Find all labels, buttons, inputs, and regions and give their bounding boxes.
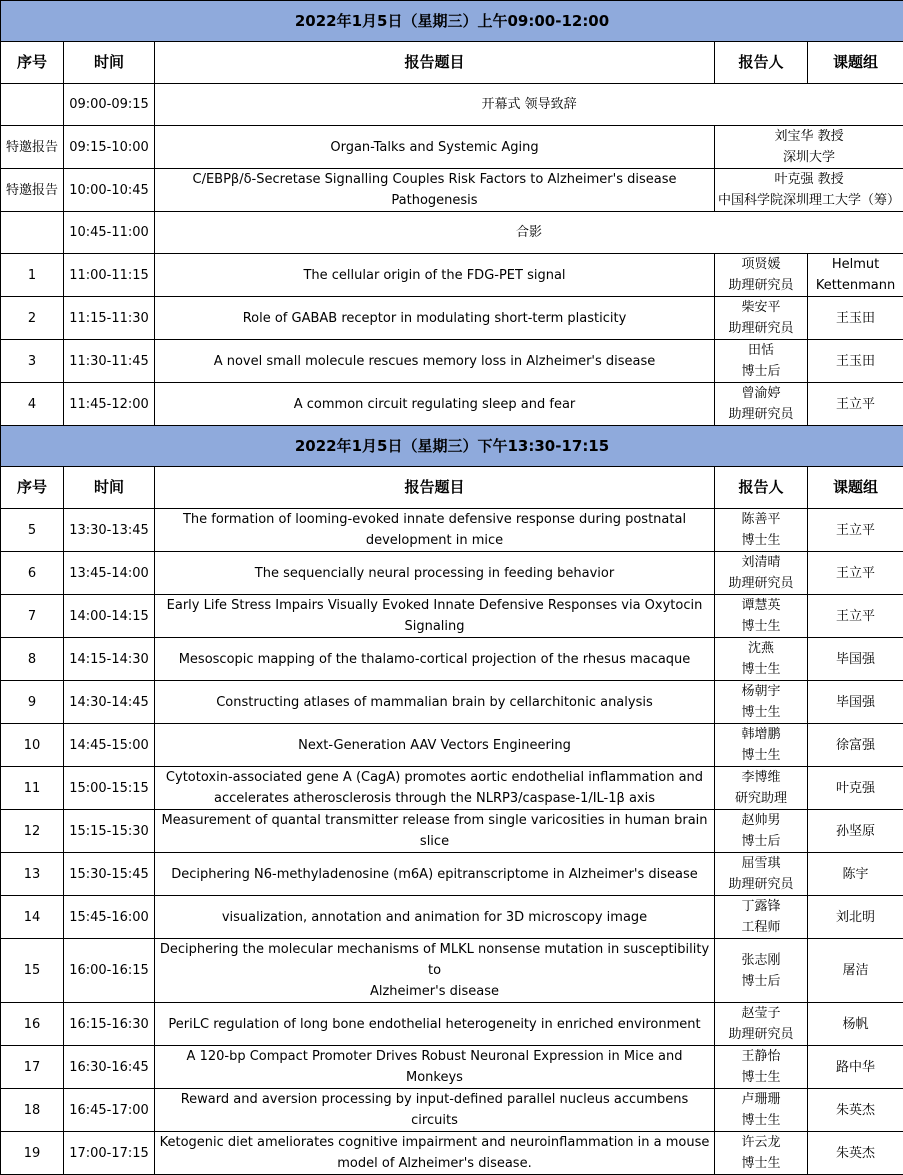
- row-title: [155, 509, 715, 552]
- row-title-line: Measurement of quantal transmitter release from single varicosities in human brain slice: [157, 810, 712, 852]
- row-title: [155, 810, 715, 853]
- row-speaker-line: 谭慧英: [717, 595, 805, 616]
- table-row: [1, 169, 903, 212]
- row-group-line: 王立平: [810, 394, 901, 415]
- row-speaker: [715, 896, 808, 939]
- table-row: [1, 939, 903, 1003]
- row-time: [64, 1132, 155, 1175]
- row-time: [64, 340, 155, 383]
- row-time: [64, 810, 155, 853]
- row-group: [808, 509, 903, 552]
- row-time-line: 15:45-16:00: [66, 907, 152, 928]
- row-title-line: Cytotoxin-associated gene A (CagA) promotes aortic endothelial inflammation and: [157, 767, 712, 788]
- row-no-line: 14: [3, 907, 61, 928]
- row-no-line: 12: [3, 821, 61, 842]
- row-no: [1, 724, 64, 767]
- row-group: [808, 767, 903, 810]
- row-no-line: 15: [3, 960, 61, 981]
- header-no: [1, 42, 64, 84]
- row-speaker-line: 助理研究员: [717, 275, 805, 296]
- row-title: [155, 724, 715, 767]
- row-group-line: Kettenmann: [810, 275, 901, 296]
- row-title-line: A novel small molecule rescues memory loss in Alzheimer's disease: [157, 351, 712, 372]
- row-no-line: 10: [3, 735, 61, 756]
- row-title-line: Reward and aversion processing by input-defined parallel nucleus accumbens circuits: [157, 1089, 712, 1131]
- table-row: [1, 84, 903, 126]
- row-group-line: 刘北明: [810, 907, 901, 928]
- row-title: [155, 340, 715, 383]
- row-group: [808, 595, 903, 638]
- row-time: [64, 681, 155, 724]
- table-row: [1, 810, 903, 853]
- table-row: [1, 853, 903, 896]
- header-title-line: 报告题目: [157, 477, 712, 498]
- row-no: [1, 552, 64, 595]
- row-no-line: 8: [3, 649, 61, 670]
- row-group-line: 朱英杰: [810, 1100, 901, 1121]
- row-no-line: 7: [3, 606, 61, 627]
- row-speaker-line: 叶克强 教授: [717, 169, 901, 190]
- row-speaker-line: 博士生: [717, 1067, 805, 1088]
- row-speaker-line: 赵莹子: [717, 1003, 805, 1024]
- row-speaker: [715, 552, 808, 595]
- row-no: [1, 638, 64, 681]
- row-group-line: 毕国强: [810, 692, 901, 713]
- header-title: [155, 467, 715, 509]
- row-time-line: 09:15-10:00: [66, 137, 152, 158]
- row-speaker: [715, 254, 808, 297]
- row-no: [1, 1003, 64, 1046]
- row-time: [64, 638, 155, 681]
- row-title: [155, 1132, 715, 1175]
- header-speaker: [715, 467, 808, 509]
- header-speaker: [715, 42, 808, 84]
- row-speaker: [715, 724, 808, 767]
- row-speaker-line: 博士生: [717, 1110, 805, 1131]
- row-time-line: 15:30-15:45: [66, 864, 152, 885]
- row-title: [155, 84, 903, 126]
- row-time: [64, 297, 155, 340]
- row-speaker: [715, 297, 808, 340]
- table-row: [1, 638, 903, 681]
- row-title: [155, 939, 715, 1003]
- row-speaker-line: 李博维: [717, 767, 805, 788]
- row-no-line: 4: [3, 394, 61, 415]
- row-title-line: Alzheimer's disease: [157, 981, 712, 1002]
- row-time: [64, 126, 155, 169]
- row-group: [808, 638, 903, 681]
- row-title-line: Mesoscopic mapping of the thalamo-cortical projection of the rhesus macaque: [157, 649, 712, 670]
- row-no: [1, 595, 64, 638]
- row-title-line: Signaling: [157, 616, 712, 637]
- section-title-line: 2022年1月5日（星期三）上午09:00-12:00: [3, 11, 901, 32]
- row-speaker-line: 卢珊珊: [717, 1089, 805, 1110]
- row-group-line: 王立平: [810, 563, 901, 584]
- row-time-line: 16:15-16:30: [66, 1014, 152, 1035]
- row-title-line: Next-Generation AAV Vectors Engineering: [157, 735, 712, 756]
- row-speaker-line: 助理研究员: [717, 1024, 805, 1045]
- column-header-row: [1, 467, 903, 509]
- row-speaker-line: 助理研究员: [717, 874, 805, 895]
- row-time-line: 09:00-09:15: [66, 94, 152, 115]
- header-time: [64, 42, 155, 84]
- row-no: [1, 126, 64, 169]
- row-title-line: 开幕式 领导致辞: [157, 94, 901, 115]
- row-title-line: accelerates atherosclerosis through the NLRP3/caspase-1/IL-1β axis: [157, 788, 712, 809]
- row-title: [155, 212, 903, 254]
- row-time: [64, 509, 155, 552]
- row-title-line: Ketogenic diet ameliorates cognitive impairment and neuroinflammation in a mouse: [157, 1132, 712, 1153]
- row-time: [64, 939, 155, 1003]
- row-no-line: 19: [3, 1143, 61, 1164]
- row-speaker-line: 研究助理: [717, 788, 805, 809]
- row-speaker-line: 沈燕: [717, 638, 805, 659]
- row-no: [1, 767, 64, 810]
- header-time-line: 时间: [66, 52, 152, 73]
- row-speaker: [715, 595, 808, 638]
- row-group-line: 杨帆: [810, 1014, 901, 1035]
- row-time-line: 10:45-11:00: [66, 222, 152, 243]
- row-time-line: 17:00-17:15: [66, 1143, 152, 1164]
- row-speaker: [715, 939, 808, 1003]
- header-group-line: 课题组: [810, 52, 901, 73]
- row-time-line: 11:15-11:30: [66, 308, 152, 329]
- row-no: [1, 939, 64, 1003]
- table-row: [1, 1089, 903, 1132]
- row-speaker-line: 张志刚: [717, 950, 805, 971]
- row-speaker: [715, 1046, 808, 1089]
- row-time-line: 13:45-14:00: [66, 563, 152, 584]
- row-time-line: 13:30-13:45: [66, 520, 152, 541]
- row-speaker-line: 柴安平: [717, 297, 805, 318]
- row-speaker-line: 博士生: [717, 616, 805, 637]
- row-group: [808, 1003, 903, 1046]
- row-title: [155, 638, 715, 681]
- table-row: [1, 595, 903, 638]
- row-group-line: 王玉田: [810, 351, 901, 372]
- row-no: [1, 810, 64, 853]
- row-no-line: 1: [3, 265, 61, 286]
- row-group: [808, 1089, 903, 1132]
- row-no: [1, 383, 64, 426]
- row-title: [155, 552, 715, 595]
- row-title: [155, 169, 715, 212]
- table-row: [1, 1003, 903, 1046]
- row-group-line: 王立平: [810, 606, 901, 627]
- header-speaker-line: 报告人: [717, 52, 805, 73]
- row-title-line: visualization, annotation and animation for 3D microscopy image: [157, 907, 712, 928]
- row-speaker-line: 刘宝华 教授: [717, 126, 901, 147]
- row-group-line: 朱英杰: [810, 1143, 901, 1164]
- row-time: [64, 84, 155, 126]
- row-time: [64, 212, 155, 254]
- row-group: [808, 853, 903, 896]
- row-no: [1, 84, 64, 126]
- row-time-line: 14:15-14:30: [66, 649, 152, 670]
- row-time: [64, 724, 155, 767]
- row-speaker-line: 博士生: [717, 530, 805, 551]
- row-no-line: 9: [3, 692, 61, 713]
- row-group-line: 王玉田: [810, 308, 901, 329]
- row-time: [64, 383, 155, 426]
- table-row: [1, 767, 903, 810]
- row-group: [808, 1132, 903, 1175]
- row-group: [808, 810, 903, 853]
- row-time-line: 10:00-10:45: [66, 180, 152, 201]
- row-speaker: [715, 169, 903, 212]
- row-time-line: 14:00-14:15: [66, 606, 152, 627]
- row-no: [1, 1132, 64, 1175]
- row-time: [64, 254, 155, 297]
- row-time-line: 14:45-15:00: [66, 735, 152, 756]
- row-no: [1, 681, 64, 724]
- table-row: [1, 509, 903, 552]
- row-speaker-line: 博士生: [717, 659, 805, 680]
- row-group: [808, 1046, 903, 1089]
- row-no: [1, 169, 64, 212]
- table-row: [1, 681, 903, 724]
- row-time: [64, 1003, 155, 1046]
- row-time: [64, 552, 155, 595]
- row-time: [64, 896, 155, 939]
- row-speaker: [715, 126, 903, 169]
- row-no: [1, 1046, 64, 1089]
- row-speaker-line: 曾渝婷: [717, 383, 805, 404]
- row-title-line: The cellular origin of the FDG-PET signal: [157, 265, 712, 286]
- row-no-line: 特邀报告: [3, 180, 61, 201]
- row-speaker: [715, 810, 808, 853]
- header-time-line: 时间: [66, 477, 152, 498]
- row-group: [808, 552, 903, 595]
- row-title-line: Deciphering the molecular mechanisms of MLKL nonsense mutation in susceptibility to: [157, 939, 712, 981]
- row-group-line: Helmut: [810, 254, 901, 275]
- row-speaker-line: 博士生: [717, 1153, 805, 1174]
- row-speaker-line: 田恬: [717, 340, 805, 361]
- row-speaker-line: 博士生: [717, 745, 805, 766]
- row-speaker-line: 助理研究员: [717, 318, 805, 339]
- header-title: [155, 42, 715, 84]
- row-speaker-line: 赵帅男: [717, 810, 805, 831]
- header-group: [808, 42, 903, 84]
- row-title-line: development in mice: [157, 530, 712, 551]
- row-group: [808, 340, 903, 383]
- row-speaker-line: 博士后: [717, 361, 805, 382]
- row-no-line: 16: [3, 1014, 61, 1035]
- row-title-line: The formation of looming-evoked innate defensive response during postnatal: [157, 509, 712, 530]
- row-time: [64, 767, 155, 810]
- row-speaker: [715, 509, 808, 552]
- table-row: [1, 552, 903, 595]
- row-no-line: 2: [3, 308, 61, 329]
- row-group-line: 毕国强: [810, 649, 901, 670]
- row-time: [64, 169, 155, 212]
- row-speaker-line: 博士后: [717, 831, 805, 852]
- row-speaker-line: 韩增鹏: [717, 724, 805, 745]
- row-no: [1, 853, 64, 896]
- row-speaker-line: 中国科学院深圳理工大学（筹）: [717, 190, 901, 211]
- row-speaker-line: 项贤媛: [717, 254, 805, 275]
- section-title-row: [1, 1, 903, 42]
- row-no-line: 特邀报告: [3, 137, 61, 158]
- section-title-line: 2022年1月5日（星期三）下午13:30-17:15: [3, 436, 901, 457]
- row-group-line: 王立平: [810, 520, 901, 541]
- row-title: [155, 1046, 715, 1089]
- row-group-line: 叶克强: [810, 778, 901, 799]
- header-no-line: 序号: [3, 477, 61, 498]
- row-speaker-line: 屈雪琪: [717, 853, 805, 874]
- row-speaker-line: 助理研究员: [717, 404, 805, 425]
- table-row: [1, 724, 903, 767]
- row-no-line: 17: [3, 1057, 61, 1078]
- row-no-line: 13: [3, 864, 61, 885]
- row-no: [1, 1089, 64, 1132]
- row-speaker: [715, 767, 808, 810]
- row-no-line: 3: [3, 351, 61, 372]
- row-group-line: 孙坚原: [810, 821, 901, 842]
- row-time-line: 16:00-16:15: [66, 960, 152, 981]
- row-time-line: 11:45-12:00: [66, 394, 152, 415]
- table-row: [1, 1132, 903, 1175]
- header-group-line: 课题组: [810, 477, 901, 498]
- row-time-line: 15:15-15:30: [66, 821, 152, 842]
- row-speaker-line: 助理研究员: [717, 573, 805, 594]
- row-speaker: [715, 1132, 808, 1175]
- row-speaker: [715, 681, 808, 724]
- header-group: [808, 467, 903, 509]
- row-speaker: [715, 1003, 808, 1046]
- section-title-row: [1, 426, 903, 467]
- row-title-line: Role of GABAB receptor in modulating short-term plasticity: [157, 308, 712, 329]
- row-no-line: 18: [3, 1100, 61, 1121]
- row-speaker-line: 博士后: [717, 971, 805, 992]
- row-speaker-line: 王静怡: [717, 1046, 805, 1067]
- row-no-line: 6: [3, 563, 61, 584]
- row-title: [155, 767, 715, 810]
- row-group-line: 陈宇: [810, 864, 901, 885]
- row-group-line: 屠洁: [810, 960, 901, 981]
- header-time: [64, 467, 155, 509]
- row-no: [1, 340, 64, 383]
- column-header-row: [1, 42, 903, 84]
- table-row: [1, 340, 903, 383]
- row-no-line: 11: [3, 778, 61, 799]
- row-no: [1, 297, 64, 340]
- table-row: [1, 297, 903, 340]
- row-title-line: C/EBPβ/δ-Secretase Signalling Couples Risk Factors to Alzheimer's disease Pathogenesis: [157, 169, 712, 211]
- row-speaker: [715, 638, 808, 681]
- row-group-line: 路中华: [810, 1057, 901, 1078]
- row-time: [64, 853, 155, 896]
- row-group: [808, 297, 903, 340]
- row-no: [1, 254, 64, 297]
- row-no: [1, 896, 64, 939]
- header-title-line: 报告题目: [157, 52, 712, 73]
- table-row: [1, 1046, 903, 1089]
- row-title: [155, 1003, 715, 1046]
- row-group: [808, 383, 903, 426]
- row-title: [155, 126, 715, 169]
- row-time: [64, 1089, 155, 1132]
- row-time: [64, 595, 155, 638]
- row-group: [808, 939, 903, 1003]
- row-time-line: 14:30-14:45: [66, 692, 152, 713]
- section-title: [1, 1, 903, 42]
- row-speaker-line: 刘清晴: [717, 552, 805, 573]
- row-group: [808, 254, 903, 297]
- row-title-line: Constructing atlases of mammalian brain by cellarchitonic analysis: [157, 692, 712, 713]
- row-no: [1, 212, 64, 254]
- row-speaker-line: 工程师: [717, 917, 805, 938]
- table-row: [1, 254, 903, 297]
- row-title-line: PeriLC regulation of long bone endothelial heterogeneity in enriched environment: [157, 1014, 712, 1035]
- table-row: [1, 212, 903, 254]
- row-title: [155, 681, 715, 724]
- row-time-line: 11:30-11:45: [66, 351, 152, 372]
- row-group-line: 徐富强: [810, 735, 901, 756]
- section-title: [1, 426, 903, 467]
- row-time-line: 15:00-15:15: [66, 778, 152, 799]
- header-speaker-line: 报告人: [717, 477, 805, 498]
- row-no: [1, 509, 64, 552]
- row-title: [155, 297, 715, 340]
- row-speaker: [715, 853, 808, 896]
- row-title: [155, 383, 715, 426]
- row-speaker: [715, 1089, 808, 1132]
- row-title-line: 合影: [157, 222, 901, 243]
- table-row: [1, 896, 903, 939]
- header-no-line: 序号: [3, 52, 61, 73]
- row-group: [808, 681, 903, 724]
- row-title: [155, 853, 715, 896]
- row-speaker-line: 博士生: [717, 702, 805, 723]
- row-speaker-line: 许云龙: [717, 1132, 805, 1153]
- row-time-line: 11:00-11:15: [66, 265, 152, 286]
- row-no-line: 5: [3, 520, 61, 541]
- row-title: [155, 896, 715, 939]
- row-title-line: A 120-bp Compact Promoter Drives Robust Neuronal Expression in Mice and Monkeys: [157, 1046, 712, 1088]
- header-no: [1, 467, 64, 509]
- row-time: [64, 1046, 155, 1089]
- row-title-line: Early Life Stress Impairs Visually Evoked Innate Defensive Responses via Oxytocin: [157, 595, 712, 616]
- row-title: [155, 595, 715, 638]
- row-speaker: [715, 340, 808, 383]
- row-time-line: 16:45-17:00: [66, 1100, 152, 1121]
- row-title: [155, 1089, 715, 1132]
- row-group: [808, 896, 903, 939]
- row-speaker: [715, 383, 808, 426]
- row-title-line: Deciphering N6-methyladenosine (m6A) epitranscriptome in Alzheimer's disease: [157, 864, 712, 885]
- row-group: [808, 724, 903, 767]
- table-row: [1, 126, 903, 169]
- row-title: [155, 254, 715, 297]
- table-row: [1, 383, 903, 426]
- row-speaker-line: 深圳大学: [717, 147, 901, 168]
- row-speaker-line: 陈善平: [717, 509, 805, 530]
- row-title-line: The sequencially neural processing in feeding behavior: [157, 563, 712, 584]
- row-time-line: 16:30-16:45: [66, 1057, 152, 1078]
- row-title-line: A common circuit regulating sleep and fear: [157, 394, 712, 415]
- row-title-line: Organ-Talks and Systemic Aging: [157, 137, 712, 158]
- row-speaker-line: 丁露锋: [717, 896, 805, 917]
- row-speaker-line: 杨朝宇: [717, 681, 805, 702]
- row-title-line: model of Alzheimer's disease.: [157, 1153, 712, 1174]
